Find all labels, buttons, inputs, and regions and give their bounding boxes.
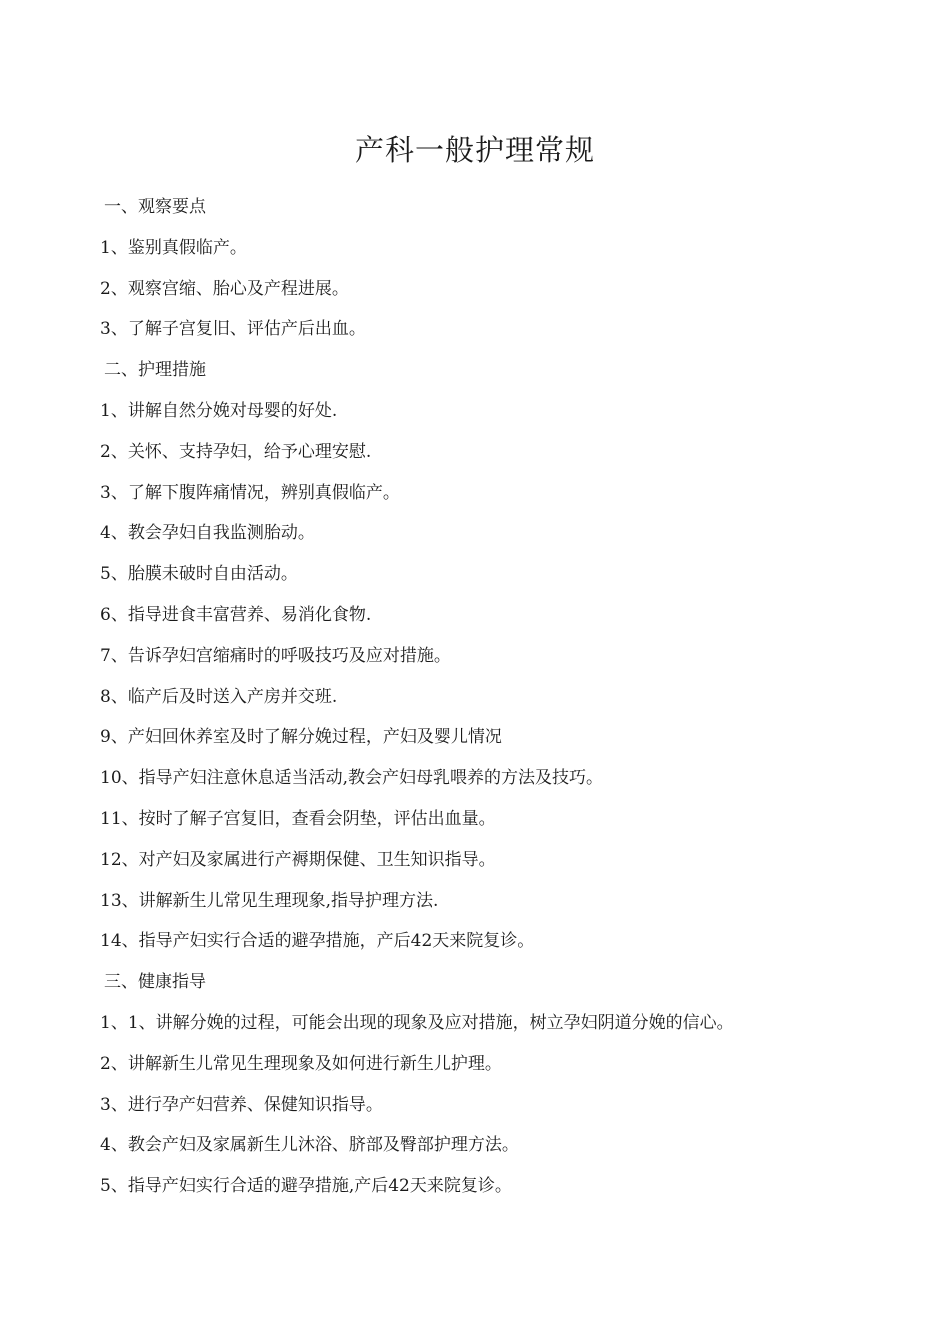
list-item: 2、观察宫缩、胎心及产程进展。	[100, 278, 349, 299]
section-heading-health-guidance: 三、健康指导	[104, 972, 206, 993]
section-heading-nursing-measures: 二、护理措施	[104, 360, 206, 381]
document-body	[100, 187, 880, 1207]
list-item: 3、了解下腹阵痛情况，辨别真假临产。	[100, 482, 400, 503]
list-item: 14、指导产妇实行合适的避孕措施，产后42天来院复诊。	[100, 931, 535, 952]
section-heading-observation: 一、观察要点	[104, 197, 206, 217]
list-item: 9、产妇回休养室及时了解分娩过程，产妇及婴儿情况	[100, 727, 502, 748]
list-item: 2、讲解新生儿常见生理现象及如何进行新生儿护理。	[100, 1053, 502, 1074]
list-item: 5、胎膜未破时自由活动。	[100, 564, 298, 585]
list-item: 7、告诉孕妇宫缩痛时的呼吸技巧及应对措施。	[100, 645, 451, 666]
list-item: 3、了解子宫复旧、评估产后出血。	[100, 319, 366, 340]
list-item: 10、指导产妇注意休息适当活动,教会产妇母乳喂养的方法及技巧。	[100, 768, 604, 789]
list-item: 5、指导产妇实行合适的避孕措施,产后42天来院复诊。	[100, 1176, 512, 1197]
list-item: 13、讲解新生儿常见生理现象,指导护理方法.	[100, 890, 439, 911]
list-item: 2、关怀、支持孕妇，给予心理安慰.	[100, 441, 372, 462]
list-item: 11、按时了解子宫复旧，查看会阴垫，评估出血量。	[100, 808, 496, 829]
list-item: 1、讲解自然分娩对母婴的好处.	[100, 400, 338, 421]
document-title: 产科一般护理常规	[354, 133, 595, 167]
list-item: 12、对产妇及家属进行产褥期保健、卫生知识指导。	[100, 849, 496, 870]
list-item: 6、指导进食丰富营养、易消化食物.	[100, 604, 372, 625]
list-item: 3、进行孕产妇营养、保健知识指导。	[100, 1094, 383, 1115]
list-item: 1、1、讲解分娩的过程，可能会出现的现象及应对措施，树立孕妇阴道分娩的信心。	[100, 1012, 734, 1033]
list-item: 8、临产后及时送入产房并交班.	[100, 686, 338, 707]
list-item: 1、鉴别真假临产。	[100, 237, 247, 258]
list-item: 4、教会孕妇自我监测胎动。	[100, 523, 315, 544]
list-item: 4、教会产妇及家属新生儿沐浴、脐部及臀部护理方法。	[100, 1135, 519, 1156]
